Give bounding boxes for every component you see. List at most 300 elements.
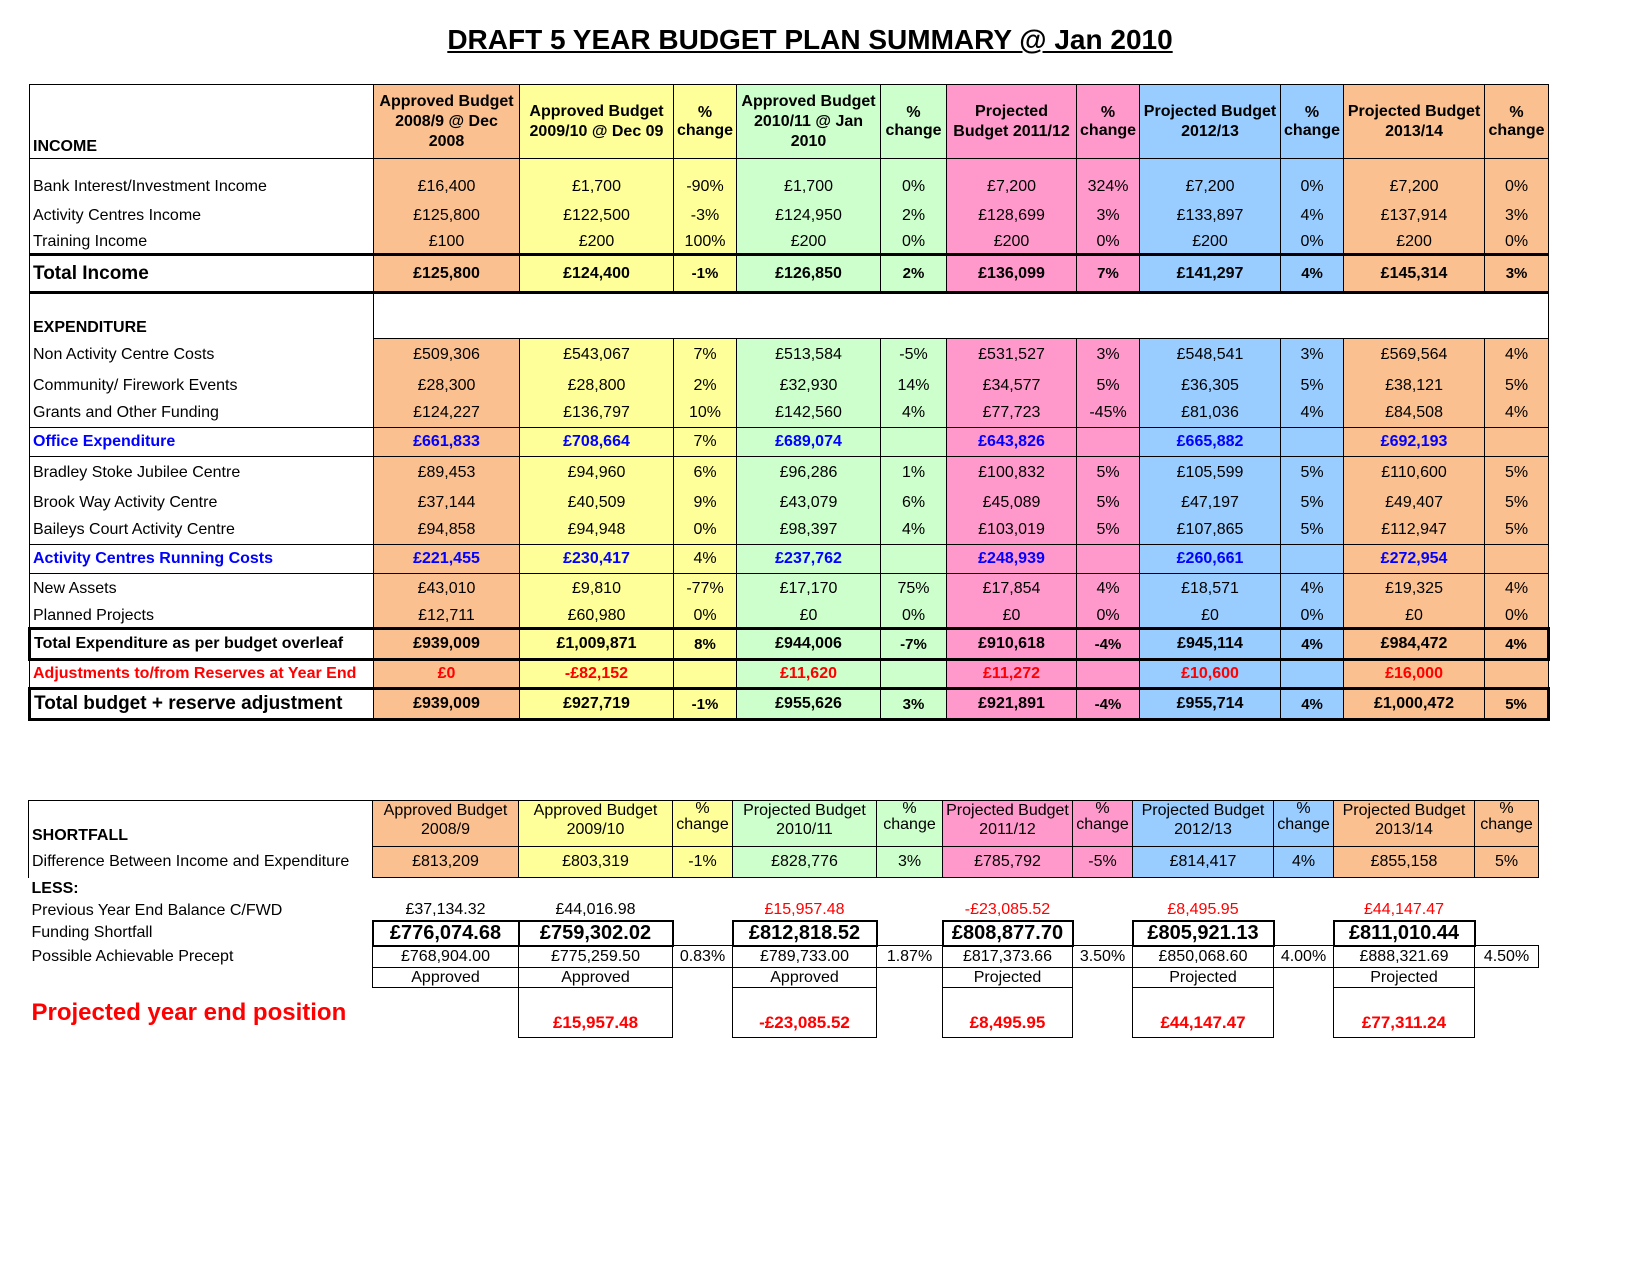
previous-balance-row <box>29 901 1539 921</box>
value-cell: £944,006 <box>737 629 881 660</box>
spacer-row <box>30 159 1549 173</box>
value-cell: £237,762 <box>737 545 881 574</box>
row-label: Activity Centres Income <box>30 202 374 231</box>
value-cell: -1% <box>674 689 737 720</box>
column-header: % change <box>1475 801 1539 847</box>
spacer <box>1133 878 1274 901</box>
value-cell: £200 <box>947 231 1077 255</box>
value-cell: £37,144 <box>374 489 520 517</box>
value-cell: £939,009 <box>374 689 520 720</box>
value-cell: £789,733.00 <box>733 946 877 968</box>
value-cell: 5% <box>1485 372 1549 400</box>
row-label: Total Income <box>30 255 374 293</box>
column-header: Approved Budget 2008/9 <box>373 801 519 847</box>
value-cell: £230,417 <box>520 545 674 574</box>
value-cell: £513,584 <box>737 339 881 372</box>
value-cell: £40,509 <box>520 489 674 517</box>
value-cell: £10,600 <box>1140 660 1281 689</box>
value-cell: £0 <box>737 605 881 629</box>
value-cell: £543,067 <box>520 339 674 372</box>
value-cell: 3% <box>1077 202 1140 231</box>
value-cell: £28,300 <box>374 372 520 400</box>
value-cell: -45% <box>1077 400 1140 428</box>
status-cell <box>877 968 943 988</box>
value-cell: 7% <box>1077 255 1140 293</box>
value-cell: 4% <box>1281 689 1344 720</box>
expenditure-row <box>30 605 1549 629</box>
value-cell: £100 <box>374 231 520 255</box>
value-cell: £94,948 <box>520 517 674 545</box>
value-cell: 5% <box>1485 489 1549 517</box>
spacer <box>1140 159 1281 173</box>
row-label: Bank Interest/Investment Income <box>30 173 374 202</box>
value-cell <box>1073 921 1133 946</box>
spacer <box>30 159 374 173</box>
row-label: Planned Projects <box>30 605 374 629</box>
value-cell: £128,699 <box>947 202 1077 231</box>
value-cell <box>673 901 733 921</box>
value-cell: £44,147.47 <box>1363 901 1445 918</box>
value-cell: £19,325 <box>1344 574 1485 605</box>
value-cell: 7% <box>674 428 737 457</box>
spacer <box>881 159 947 173</box>
value-cell: 0% <box>674 605 737 629</box>
value-cell: £94,960 <box>520 457 674 489</box>
value-cell: £775,259.50 <box>519 946 673 968</box>
value-cell: £7,200 <box>947 173 1077 202</box>
value-cell: £828,776 <box>733 847 877 878</box>
value-cell: 5% <box>1485 457 1549 489</box>
shortfall-header-row <box>29 801 1539 847</box>
value-cell: -5% <box>881 339 947 372</box>
value-cell: 4% <box>1281 400 1344 428</box>
precept-row <box>29 946 1539 968</box>
status-cell: Approved <box>519 968 673 988</box>
spacer <box>877 878 943 901</box>
value-cell: £0 <box>1344 605 1485 629</box>
value-cell <box>373 988 519 1038</box>
spacer <box>1334 878 1475 901</box>
column-header: % change <box>1073 801 1133 847</box>
value-cell: £16,400 <box>374 173 520 202</box>
column-header: % change <box>877 801 943 847</box>
row-label: Community/ Firework Events <box>30 372 374 400</box>
expenditure-row <box>30 457 1549 489</box>
column-header: % change <box>1077 85 1140 159</box>
expenditure-row <box>30 400 1549 428</box>
value-cell: 3.50% <box>1073 946 1133 968</box>
value-cell: £805,921.13 <box>1133 921 1274 946</box>
year-end-label: Projected year end position <box>31 998 347 1026</box>
income-row <box>30 173 1549 202</box>
value-cell <box>1274 901 1334 921</box>
value-cell: £1,700 <box>520 173 674 202</box>
value-cell: £43,079 <box>737 489 881 517</box>
value-cell: £15,957.48 <box>764 901 845 918</box>
column-header: Projected Budget 2013/14 <box>1334 801 1475 847</box>
value-cell <box>674 660 737 689</box>
column-header: Approved Budget 2010/11 @ Jan 2010 <box>737 85 881 159</box>
income-row <box>30 231 1549 255</box>
spacer <box>1281 159 1344 173</box>
value-cell: £11,272 <box>947 660 1077 689</box>
spacer <box>520 159 674 173</box>
value-cell: 7% <box>674 339 737 372</box>
value-cell: £7,200 <box>1140 173 1281 202</box>
value-cell: -90% <box>674 173 737 202</box>
value-cell: 5% <box>1077 489 1140 517</box>
value-cell <box>1274 921 1334 946</box>
value-cell: 5% <box>1077 517 1140 545</box>
value-cell: 4.00% <box>1274 946 1334 968</box>
value-cell: 4.50% <box>1475 946 1539 968</box>
value-cell: £47,197 <box>1140 489 1281 517</box>
value-cell: £49,407 <box>1344 489 1485 517</box>
row-label: New Assets <box>30 574 374 605</box>
value-cell: £955,626 <box>737 689 881 720</box>
budget-table <box>28 84 1550 721</box>
value-cell: -£82,152 <box>520 660 674 689</box>
value-cell: £200 <box>1140 231 1281 255</box>
income-row <box>30 202 1549 231</box>
spacer <box>673 878 733 901</box>
value-cell: £768,904.00 <box>373 946 519 968</box>
value-cell: £110,600 <box>1344 457 1485 489</box>
value-cell: 0% <box>1485 605 1549 629</box>
value-cell: 3% <box>1077 339 1140 372</box>
value-cell: £44,147.47 <box>1133 988 1274 1038</box>
spacer <box>374 159 520 173</box>
status-cell <box>1274 968 1334 988</box>
value-cell: -77% <box>674 574 737 605</box>
row-label: Grants and Other Funding <box>30 400 374 428</box>
value-cell: £94,858 <box>374 517 520 545</box>
value-cell: £531,527 <box>947 339 1077 372</box>
value-cell: £34,577 <box>947 372 1077 400</box>
page-title: DRAFT 5 YEAR BUDGET PLAN SUMMARY @ Jan 2010 <box>447 24 1173 55</box>
value-cell: £38,121 <box>1344 372 1485 400</box>
value-cell: -1% <box>674 255 737 293</box>
funding-shortfall-row <box>29 921 1539 946</box>
value-cell: £776,074.68 <box>373 921 519 946</box>
value-cell <box>1077 660 1140 689</box>
value-cell: 0% <box>674 517 737 545</box>
value-cell: £122,500 <box>520 202 674 231</box>
value-cell: £77,723 <box>947 400 1077 428</box>
value-cell: £125,800 <box>374 202 520 231</box>
less-row <box>29 878 1539 901</box>
value-cell: £124,950 <box>737 202 881 231</box>
value-cell: -£23,085.52 <box>733 988 877 1038</box>
value-cell: £84,508 <box>1344 400 1485 428</box>
value-cell: 4% <box>1274 847 1334 878</box>
value-cell <box>1485 545 1549 574</box>
row-label: Office Expenditure <box>30 428 374 457</box>
value-cell <box>1281 660 1344 689</box>
value-cell: £60,980 <box>520 605 674 629</box>
value-cell: 5% <box>1281 457 1344 489</box>
value-cell <box>673 921 733 946</box>
status-cell: Approved <box>733 968 877 988</box>
value-cell: £689,074 <box>737 428 881 457</box>
value-cell: -£23,085.52 <box>964 901 1051 918</box>
value-cell: £126,850 <box>737 255 881 293</box>
column-header: % change <box>1281 85 1344 159</box>
value-cell: £43,010 <box>374 574 520 605</box>
value-cell: 10% <box>674 400 737 428</box>
value-cell <box>1073 901 1133 921</box>
value-cell: £11,620 <box>737 660 881 689</box>
value-cell: £272,954 <box>1344 545 1485 574</box>
value-cell: £910,618 <box>947 629 1077 660</box>
value-cell: £665,882 <box>1140 428 1281 457</box>
value-cell: 4% <box>881 400 947 428</box>
value-cell: £15,957.48 <box>519 988 673 1038</box>
spacer <box>737 159 881 173</box>
value-cell: £814,417 <box>1133 847 1274 878</box>
value-cell: 0% <box>1485 173 1549 202</box>
value-cell: £98,397 <box>737 517 881 545</box>
header-row <box>30 85 1549 159</box>
value-cell: 4% <box>1077 574 1140 605</box>
value-cell: 8% <box>674 629 737 660</box>
spacer <box>674 159 737 173</box>
value-cell: £1,009,871 <box>520 629 674 660</box>
value-cell: 5% <box>1281 372 1344 400</box>
value-cell <box>1281 545 1344 574</box>
value-cell: 6% <box>674 457 737 489</box>
value-cell: 4% <box>1485 400 1549 428</box>
column-header: Projected Budget 2011/12 <box>947 85 1077 159</box>
value-cell <box>877 921 943 946</box>
row-label: Total budget + reserve adjustment <box>30 689 374 720</box>
status-cell: Projected <box>1133 968 1274 988</box>
difference-row <box>29 847 1539 878</box>
column-header: Approved Budget 2009/10 <box>519 801 673 847</box>
column-header: Projected Budget 2012/13 <box>1140 85 1281 159</box>
value-cell: 0% <box>1485 231 1549 255</box>
value-cell: £9,810 <box>520 574 674 605</box>
spacer <box>947 159 1077 173</box>
value-cell: £855,158 <box>1334 847 1475 878</box>
office-subtotal-row <box>30 428 1549 457</box>
value-cell: 0% <box>881 173 947 202</box>
column-header: % change <box>881 85 947 159</box>
value-cell: £888,321.69 <box>1334 946 1475 968</box>
value-cell: £221,455 <box>374 545 520 574</box>
value-cell <box>1475 921 1539 946</box>
value-cell: £45,089 <box>947 489 1077 517</box>
shortfall-table <box>28 800 1539 1038</box>
value-cell: -4% <box>1077 629 1140 660</box>
value-cell: 5% <box>1485 689 1549 720</box>
value-cell: £12,711 <box>374 605 520 629</box>
value-cell: 4% <box>1281 574 1344 605</box>
value-cell <box>1073 988 1133 1038</box>
value-cell: £0 <box>1140 605 1281 629</box>
value-cell: -5% <box>1073 847 1133 878</box>
value-cell: 5% <box>1281 517 1344 545</box>
value-cell: £145,314 <box>1344 255 1485 293</box>
centres-subtotal-row <box>30 545 1549 574</box>
value-cell: 3% <box>877 847 943 878</box>
value-cell: 0% <box>1077 605 1140 629</box>
status-cell: Projected <box>943 968 1073 988</box>
blank-cell <box>374 293 1549 339</box>
expenditure-row <box>30 372 1549 400</box>
row-label: Bradley Stoke Jubilee Centre <box>30 457 374 489</box>
value-cell: £692,193 <box>1344 428 1485 457</box>
value-cell: 2% <box>881 255 947 293</box>
spacer <box>1344 159 1485 173</box>
column-header: Projected Budget 2013/14 <box>1344 85 1485 159</box>
value-cell: 5% <box>1281 489 1344 517</box>
value-cell <box>1475 988 1539 1038</box>
value-cell: -3% <box>674 202 737 231</box>
row-label: Training Income <box>30 231 374 255</box>
value-cell: £133,897 <box>1140 202 1281 231</box>
value-cell: £32,930 <box>737 372 881 400</box>
column-header: Approved Budget 2008/9 @ Dec 2008 <box>374 85 520 159</box>
value-cell: £850,068.60 <box>1133 946 1274 968</box>
value-cell <box>1475 901 1539 921</box>
value-cell: £100,832 <box>947 457 1077 489</box>
value-cell: -7% <box>881 629 947 660</box>
spacer <box>733 878 877 901</box>
spacer <box>1077 159 1140 173</box>
value-cell <box>1281 428 1344 457</box>
shortfall-heading: SHORTFALL <box>29 801 373 847</box>
value-cell: £548,541 <box>1140 339 1281 372</box>
value-cell: £0 <box>947 605 1077 629</box>
value-cell: 3% <box>881 689 947 720</box>
column-header: % change <box>674 85 737 159</box>
value-cell: 3% <box>1485 202 1549 231</box>
expenditure-heading-row <box>30 293 1549 339</box>
value-cell: £137,914 <box>1344 202 1485 231</box>
value-cell: £661,833 <box>374 428 520 457</box>
spacer <box>1274 878 1334 901</box>
value-cell <box>877 901 943 921</box>
column-header: Projected Budget 2010/11 <box>733 801 877 847</box>
value-cell: £136,099 <box>947 255 1077 293</box>
status-cell: Projected <box>1334 968 1475 988</box>
value-cell: £569,564 <box>1344 339 1485 372</box>
value-cell: 0% <box>1077 231 1140 255</box>
spacer <box>1475 878 1539 901</box>
value-cell: 0% <box>1281 173 1344 202</box>
value-cell: 1.87% <box>877 946 943 968</box>
value-cell: -1% <box>673 847 733 878</box>
value-cell: £17,170 <box>737 574 881 605</box>
value-cell: £18,571 <box>1140 574 1281 605</box>
value-cell: £105,599 <box>1140 457 1281 489</box>
row-label: Previous Year End Balance C/FWD <box>31 901 283 919</box>
expenditure-row <box>30 339 1549 372</box>
row-label: Difference Between Income and Expenditure <box>29 847 373 878</box>
value-cell: 1% <box>881 457 947 489</box>
value-cell: 324% <box>1077 173 1140 202</box>
column-header: Projected Budget 2012/13 <box>1133 801 1274 847</box>
income-total-row <box>30 255 1549 293</box>
value-cell: 4% <box>674 545 737 574</box>
value-cell: 2% <box>881 202 947 231</box>
value-cell: £984,472 <box>1344 629 1485 660</box>
value-cell: £260,661 <box>1140 545 1281 574</box>
value-cell: 5% <box>1485 517 1549 545</box>
value-cell: £803,319 <box>519 847 673 878</box>
value-cell: 0.83% <box>673 946 733 968</box>
value-cell: 9% <box>674 489 737 517</box>
value-cell <box>881 660 947 689</box>
column-header: Approved Budget 2009/10 @ Dec 09 <box>520 85 674 159</box>
value-cell <box>673 988 733 1038</box>
expenditure-total-row <box>30 629 1549 660</box>
value-cell: £939,009 <box>374 629 520 660</box>
value-cell: £124,400 <box>520 255 674 293</box>
column-header: % change <box>1485 85 1549 159</box>
spacer <box>943 878 1073 901</box>
status-row <box>29 968 1539 988</box>
row-label: Non Activity Centre Costs <box>30 339 374 372</box>
value-cell <box>1077 545 1140 574</box>
row-label: Funding Shortfall <box>31 924 153 941</box>
value-cell: 0% <box>1281 605 1344 629</box>
value-cell: £708,664 <box>520 428 674 457</box>
value-cell: £142,560 <box>737 400 881 428</box>
row-label: Possible Achievable Precept <box>31 947 234 965</box>
value-cell: 14% <box>881 372 947 400</box>
value-cell: £8,495.95 <box>943 988 1073 1038</box>
value-cell: £17,854 <box>947 574 1077 605</box>
value-cell: 2% <box>674 372 737 400</box>
value-cell <box>1485 660 1549 689</box>
value-cell: £927,719 <box>520 689 674 720</box>
spacer <box>1073 878 1133 901</box>
status-cell <box>1475 968 1539 988</box>
row-label: Brook Way Activity Centre <box>30 489 374 517</box>
year-end-row <box>29 988 1539 1038</box>
value-cell: £813,209 <box>373 847 519 878</box>
value-cell: £812,818.52 <box>733 921 877 946</box>
expenditure-row <box>30 489 1549 517</box>
status-cell <box>673 968 733 988</box>
value-cell: £759,302.02 <box>519 921 673 946</box>
value-cell: 4% <box>1485 339 1549 372</box>
value-cell <box>877 988 943 1038</box>
value-cell: £77,311.24 <box>1334 988 1475 1038</box>
value-cell: £125,800 <box>374 255 520 293</box>
value-cell: £124,227 <box>374 400 520 428</box>
expenditure-heading: EXPENDITURE <box>30 293 374 339</box>
spacer <box>29 968 373 988</box>
value-cell: £1,700 <box>737 173 881 202</box>
value-cell: 5% <box>1077 457 1140 489</box>
column-header: % change <box>673 801 733 847</box>
expenditure-row <box>30 517 1549 545</box>
row-label: Activity Centres Running Costs <box>30 545 374 574</box>
value-cell: £89,453 <box>374 457 520 489</box>
value-cell: £16,000 <box>1344 660 1485 689</box>
value-cell: £107,865 <box>1140 517 1281 545</box>
value-cell: £0 <box>374 660 520 689</box>
value-cell: £945,114 <box>1140 629 1281 660</box>
value-cell <box>1485 428 1549 457</box>
value-cell <box>881 428 947 457</box>
value-cell: £81,036 <box>1140 400 1281 428</box>
value-cell: £112,947 <box>1344 517 1485 545</box>
expenditure-row <box>30 574 1549 605</box>
